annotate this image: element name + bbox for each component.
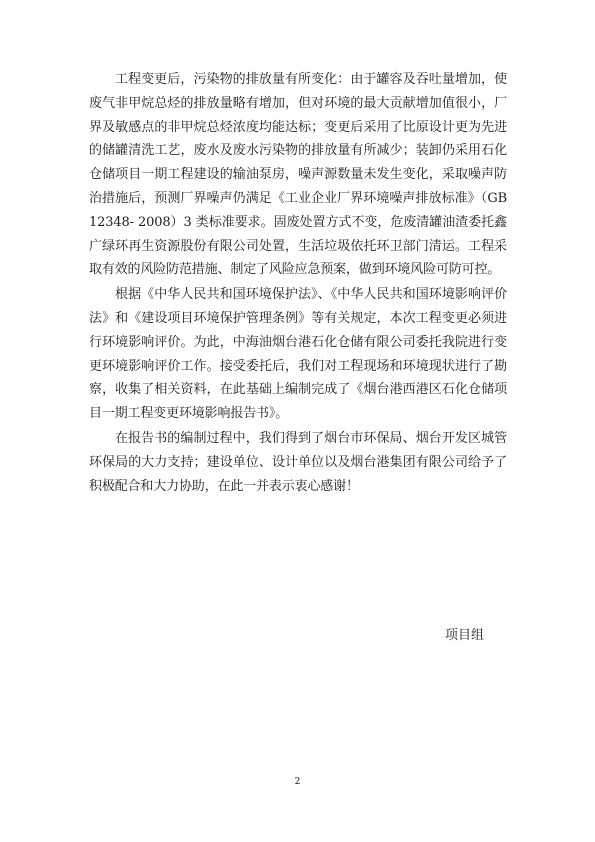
signature: 项目组 (445, 628, 485, 643)
paragraph-2: 根据《中华人民共和国环境保护法》、《中华人民共和国环境影响评价法》和《建设项目环境保护管理条例》等有关规定，本次工程变更必须进行环境影响评价。为此，中海油烟台港石化仓储有限公司委托我院进行变更环境影响评价工作。接受委托后，我们对工程现场和环境现状进行了勘察，收集了相关资料，在此基础上编制完成了《烟台港西港区石化仓储项目一期工程变更环境影响报告书》。 (89, 287, 507, 422)
page-number: 2 (294, 777, 301, 787)
paragraph-3: 在报告书的编制过程中，我们得到了烟台市环保局、烟台开发区城管环保局的大力支持；建设单位、设计单位以及烟台港集团有限公司给予了积极配合和大力协助，在此一并表示衷心感谢！ (89, 430, 507, 494)
body-text (89, 68, 507, 499)
paragraph-1: 工程变更后，污染物的排放量有所变化：由于罐容及吞吐量增加，使废气非甲烷总烃的排放量略有增加，但对环境的最大贡献增加值很小，厂界及敏感点的非甲烷总烃浓度均能达标；变更后采用了比原设计更为先进的储罐清洗工艺，废水及废水污染物的排放量有所减少；装卸仍采用石化仓储项目一期工程建设的输油泵房，噪声源数量未发生变化，采取噪声防治措施后，预测厂界噪声仍满足《工业企业厂界环境噪声排放标准》（GB12348- 2008）3 类标准要求。固废处置方式不变，危废清罐油渣委托鑫广绿环再生资源股份有限公司处置，生活垃圾依托环卫部门清运。工程采取有效的风险防范措施、制定了风险应急预案，做到环境风险可防可控。 (89, 72, 507, 278)
